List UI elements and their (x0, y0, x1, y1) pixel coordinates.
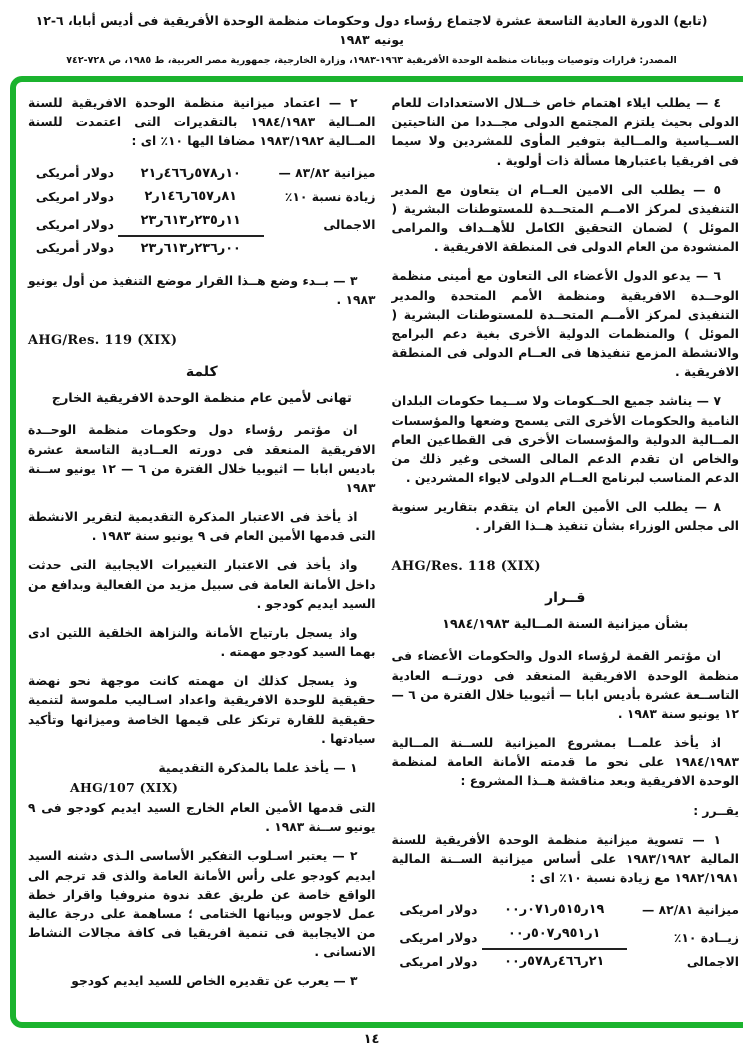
page-header (0, 12, 743, 69)
budget-row-label: ميزانية ٨٣/٨٢ — (278, 166, 376, 181)
resolution-subtitle: بشأن ميزانية السنة المــالية ١٩٨٤/١٩٨٣ (442, 617, 689, 633)
resolution-code-118: AHG/Res. 118 (XIX) (391, 558, 541, 574)
paragraph-2: ٢ — اعتماد ميزانية منظمة الوحدة الافريقية للسنة المــالية ١٩٨٤/١٩٨٣ بالتقديرات التى اعتمدت للسنة المــالية ١٩٨٣/١٩٨٢ مضافا اليها ١٠٪ اى : (28, 96, 376, 149)
decision-3: ٣ — يعرب عن تقديره الخاص للسيد ايديم كودجو (71, 974, 358, 989)
budget-row-currency: دولار أمريكى (35, 241, 114, 256)
budget-row-amount: ٠٠ر٥٧٨ر٤٦٦ر٢١ (504, 953, 605, 969)
resolution-title: قــرار (545, 589, 586, 606)
budget-row-amount: ٠٠ر٠٧١ر٥١٥ر١٩ (504, 902, 605, 918)
considering-2: واذ يأخذ فى الاعتبار التغييرات الايجابية التى حدثت داخل الأمانة العامة فى سبيل مزيد من الفعالية وبدافع من السيد ايديم كودجو . (28, 558, 376, 611)
budget-row-currency: دولار امريكى (399, 954, 478, 969)
speech-intro: ان مؤتمر رؤساء دول وحكومات منظمة الوحــدة الافريقية المنعقد فى دورته العــادية التاسعة عشرة باديس ابابا — اثيوبيا خلال الفترة من ٦ — ١٢ يونيو ســنة ١٩٨٣ (28, 423, 376, 495)
budget-row-currency: دولار امريكى (35, 190, 114, 205)
header-title: (تابع) الدورة العادية التاسعة عشرة لاجتماع رؤساء دول وحكومات منظمة الوحدة الأفريقية فى أديس أبابا، ٦-١٢ يونيه ١٩٨٣ (35, 13, 708, 47)
budget-row-amount: ٢ر١٤٦ر٦٥٧ر٨١ (144, 189, 237, 205)
considering-4: وذ يسجل كذلك ان مهمته كانت موجهة نحو نهضة حقيقية للوحدة الافريقية واعداد اسـاليب ملموسة لتنمية حقيقية للقارة ترتكز على قيمها الخاصة وميزانها وتأكيد سيادتها . (28, 674, 376, 746)
budget-row-label: ميزانية ٨٢/٨١ — (642, 903, 739, 918)
paragraph-3: ٣ — بــدء وضع هــذا القرار موضع التنفيذ من أول يونيو ١٩٨٣ . (28, 274, 376, 308)
considering-3: واذ يسجل بارتياح الأمانة والنزاهة الخلقية اللتين ادى بهما السيد كودجو مهمته . (28, 625, 376, 660)
budget-row (28, 185, 376, 209)
paragraph-5: ٥ — يطلب الى الامين العــام ان يتعاون مع المدير التنفيذى لمركز الامــم المتحــدة للمستوطنات البشرية ( الموئل ) لضمان التحقيق الكامل للأهــداف والمرامى المنشودة من العام الدولى فى المنطقة الافريقية . (391, 182, 739, 255)
paragraph-4: ٤ — يطلب ايلاء اهتمام خاص خــلال الاستعدادات للعام الدولى بحيث يلتزم المجتمع الدولى مجــددا من الناحيتين الســياسية والمــالية بتوفير المأوى للمشردين ولا سيما فى افريقيا باعتبارها مسألة ذات أولوية . (391, 96, 739, 168)
budget-row-total (392, 950, 740, 974)
speech-title: كلمة (185, 363, 218, 380)
budget-row-label: الاجمالى (323, 217, 376, 232)
budget-row-currency: دولار أمريكى (35, 166, 114, 181)
budget-row-subtotal (28, 209, 376, 237)
page-number: ١٤ (363, 1032, 380, 1047)
budget-row-currency: دولار امريكى (35, 217, 114, 232)
memo-code-ahg107: AHG/107 (XIX) (70, 780, 179, 796)
decision-1-lead: ١ — يأخذ علما بالمذكرة التقديمية (158, 760, 358, 775)
resolution-point-1: ١ — تسوية ميزانية منظمة الوحدة الأفريقية للسنة المالية ١٩٨٣/١٩٨٢ على أساس ميزانية الســنة المالية ١٩٨٢/١٩٨١ مع زيادة نسبة ١٠٪ اى : (391, 832, 739, 886)
left-column (28, 94, 376, 1014)
budget-row-label: الاجمالى (686, 954, 739, 969)
document-frame (10, 76, 743, 1028)
budget-row (392, 922, 740, 950)
paragraph-6: ٦ — يدعو الدول الأعضاء الى التعاون مع أمينى منظمة الوحــدة الافريقية ومنظمة الأمم المتحدة والمدير التنفيذى لمركز الأمــم المتحــدة للمستوطنات البشرية ( الموئل ) والمنظمات الدولية الأخرى بغية دعم البرامج والانشطة المزمع تنفيذها فى العــام الدولى فى المنطقة الافريقية . (391, 269, 739, 380)
budget-row-amount: ٢٣ر٦١٣ر٢٣٥ر١١ (118, 209, 264, 237)
header-source-line: المصدر: قرارات وتوصيات وبيانات منظمة الوحدة الأفريقية ١٩٦٣-١٩٨٣، وزارة الخارجية، جمهورية مصر العربية، ط ١٩٨٥، ص ٧٢٨-٧٤٢ (66, 54, 677, 66)
speech-subtitle: تهانى لأمين عام منظمة الوحدة الافريقية الخارج (51, 391, 352, 407)
budget-row-currency: دولار امريكى (399, 903, 478, 918)
paragraph-7: ٧ — يناشد جميع الحــكومات ولا ســيما حكومات البلدان النامية والحكومات الأخرى التى يسمح وضعها والمؤسسات المــالية الدولية والمؤسسات الأخرى فى القطاعين العام والخاص ان تقدم الدعم المالى السخى وغير ذلك من الدعم المناسب لبرنامج العــام الدولى لايواء المشردين . (391, 394, 739, 486)
budget-row-amount: ٠٠ر٥٠٧ر٩٥١ر١ (482, 922, 628, 950)
budget-row-label: زيادة نسبة ١٠٪ (284, 190, 376, 205)
budget-row-currency: دولار امريكى (399, 930, 478, 945)
resolution-code-119: AHG/Res. 119 (XIX) (28, 332, 178, 348)
right-column (392, 94, 740, 1014)
budget-table-118 (392, 898, 740, 973)
budget-row-label: زيــادة ١٠٪ (673, 930, 739, 945)
budget-row (392, 898, 740, 922)
considering-1: اذ يأخذ فى الاعتبار المذكرة التقديمية لتقرير الانشطة التى قدمها الأمين العام فى ٩ يونيو سنة ١٩٨٣ . (28, 510, 376, 544)
budget-row-amount: ٢٣ر٦١٣ر٢٣٦ر٠٠ (140, 240, 241, 256)
resolution-noting: اذ يأخذ علمــا بمشروع الميزانية للســنة المــالية ١٩٨٤/١٩٨٣ على نحو ما قدمته الأمانة العامة لمنظمة الوحدة الافريقية وبعد مناقشة هــذا المشروع : (391, 736, 739, 789)
decides-line: يقــرر : (693, 803, 739, 818)
resolution-intro: ان مؤتمر القمة لرؤساء الدول والحكومات الأعضاء فى منظمة الوحدة الافريقية المنعقد فى دورتــه العادية التاســعة عشرة بأديس ابابا — أثيوبيا خلال الفترة من ٦ — ١٢ يونيو سنة ١٩٨٣ . (391, 649, 739, 721)
budget-table-119 (28, 162, 376, 261)
decision-1-rest: التى قدمها الأمين العام الخارج السيد ايديم كودجو فى ٩ يونيو ســنة ١٩٨٣ . (28, 801, 376, 835)
budget-row (28, 162, 376, 186)
budget-row-total (28, 237, 376, 261)
two-column-layout (28, 94, 739, 1014)
budget-row-amount: ٢١ر٤٦٦ر٥٧٨ر١٠ (140, 165, 241, 181)
decision-2: ٢ — يعتبر اسـلوب التفكير الأساسى الـذى دشنه السيد ايديم كودجو على رأس الأمانة العامة والذى قد ترجم الى الواقع خاصة عن طريق عقد ندوة منروفيا واقرار خطة عمل لاجوس وبيانها الختامى ؛ مساهمة على درجة عالية من الايجابية فى تنمية افريقيا فى كافة مجالات النشاط الانسانى . (28, 849, 376, 960)
paragraph-8: ٨ — يطلب الى الأمين العام ان يتقدم بتقارير سنوية الى مجلس الوزراء بشأن تنفيذ هــذا القرار . (391, 500, 739, 534)
